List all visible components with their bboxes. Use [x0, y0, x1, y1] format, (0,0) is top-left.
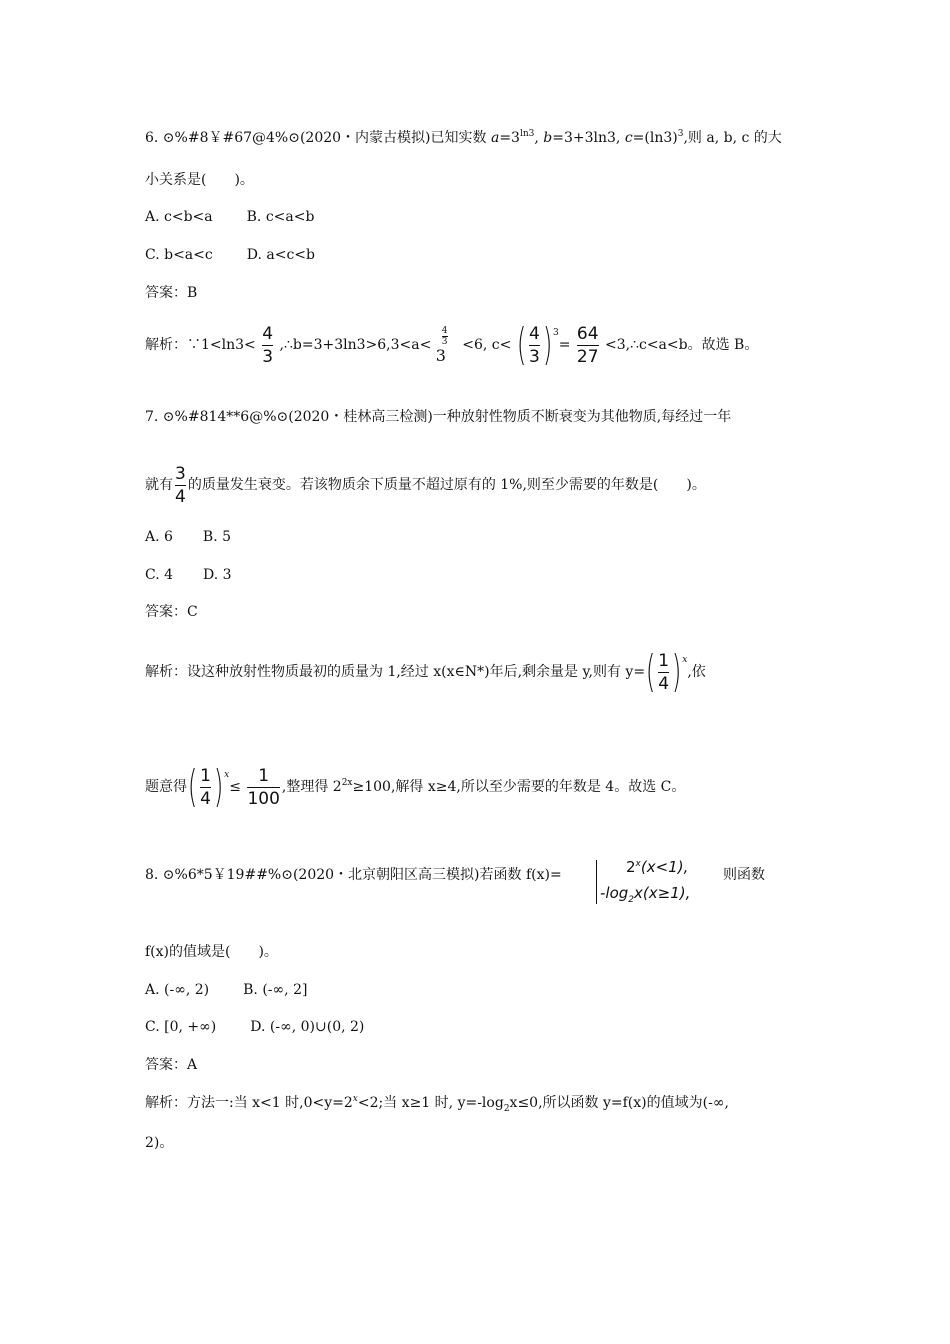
q7-options-ab [145, 527, 231, 547]
q8-stem-tail: 则函数 [723, 867, 765, 883]
fraction-bar [577, 345, 599, 346]
q8-option-c: C. [0, +∞) [145, 1019, 217, 1035]
q7-analysis-part3: 题意得 [145, 779, 187, 795]
fraction-3-4 [175, 464, 186, 507]
right-paren: ) [671, 646, 682, 697]
piecewise-function [596, 858, 796, 908]
fraction-4-3 [262, 324, 273, 367]
fraction-numerator: 4 [528, 323, 540, 344]
q6-eq-a: =3 [499, 130, 520, 146]
fraction-numerator: 1 [200, 765, 211, 786]
fraction-bar [529, 345, 540, 346]
q8-stem-line2: f(x)的值域是( )。 [145, 944, 278, 960]
q7-analysis-part2: ,依 [687, 664, 706, 680]
fraction-1-4-b [200, 766, 211, 809]
fraction-denominator: 27 [576, 346, 599, 367]
small-denominator: 3 [441, 337, 448, 347]
q7-analysis-part1: 解析：设这种放射性物质最初的质量为 1,经过 x(x∈N*)年后,剩余量是 y,则有 y= [145, 664, 646, 680]
q8-options-ab [145, 980, 307, 1000]
power-3-4-3 [435, 326, 458, 365]
exp-x: x [352, 1094, 358, 1104]
q6-answer: 答案：B [145, 285, 198, 301]
exp-3: 3 [677, 129, 684, 139]
q7-options-cd [145, 565, 232, 585]
fraction-bar [658, 672, 669, 673]
left-paren: ( [187, 761, 198, 812]
q8-analysis-part3: x≤0,所以函数 y=f(x)的值域为(-∞, [509, 1095, 729, 1111]
small-fraction [442, 326, 448, 347]
q7-stem-line1: 7. ⊙%#814**6@%⊙(2020・桂林高三检测)一种放射性物质不断衰变为其他物质,每经过一年 [145, 409, 732, 425]
fraction-numerator: 3 [175, 463, 186, 484]
var-a: a [490, 130, 500, 146]
q7-option-d: D. 3 [203, 567, 232, 583]
fraction-numerator: 1 [258, 765, 270, 786]
q6-analysis-part3: <6, c< [462, 337, 512, 353]
fraction-bar [262, 345, 273, 346]
q7-option-b: B. 5 [202, 529, 232, 545]
fraction-bar [175, 485, 186, 486]
leq-sign: ≤ [229, 779, 241, 795]
case1-cond: (x<1), [640, 858, 689, 876]
q6-option-c: C. b<a<c [145, 247, 213, 263]
q7-option-c: C. 4 [145, 567, 174, 583]
fraction-denominator: 4 [200, 788, 211, 809]
var-b: b [543, 130, 553, 146]
q6-option-a: A. c<b<a [145, 209, 213, 225]
fraction-64-27 [577, 324, 599, 367]
q6-analysis-part4: <3,∴c<a<b。故选 B。 [604, 337, 759, 353]
q6-stem-tail: ,则 a, b, c 的大 [683, 130, 782, 146]
case2-log: -log [600, 884, 629, 902]
fraction-numerator: 1 [658, 650, 670, 671]
fraction-numerator: 4 [262, 323, 274, 344]
exp-x: x [224, 770, 230, 780]
q8-answer: 答案：A [145, 1057, 198, 1073]
fraction-denominator: 3 [528, 346, 540, 367]
q6-options-cd [145, 245, 315, 265]
q8-option-b: B. (-∞, 2] [243, 982, 308, 998]
fraction-denominator: 100 [247, 788, 280, 809]
q7-stem-part1: 就有 [145, 477, 173, 493]
q6-analysis-part2: ,∴b=3+3ln3>6,3<a< [279, 337, 432, 353]
fraction-4-3-b [529, 324, 540, 367]
q8-analysis-part2: <2;当 x≥1 时, y=-log [357, 1095, 504, 1111]
right-paren: ) [213, 761, 224, 812]
q7-option-a: A. 6 [145, 529, 173, 545]
q7-analysis-part4: ,整理得 2 [281, 779, 342, 795]
case2-sub: 2 [628, 895, 635, 905]
right-paren: ) [542, 319, 553, 370]
base-3: 3 [435, 346, 446, 365]
q8-stem-line1 [145, 865, 562, 885]
q6-sep: , [534, 130, 544, 146]
piecewise-case-1 [626, 858, 688, 876]
left-paren: ( [645, 646, 656, 697]
equals: = [558, 337, 571, 353]
q7-answer: 答案：C [145, 604, 198, 620]
fraction-bar [200, 787, 211, 788]
fraction-denominator: 3 [262, 346, 274, 367]
q7-analysis-line1 [145, 645, 706, 699]
case1-base: 2 [626, 858, 636, 876]
q8-analysis-line2: 2)。 [145, 1135, 174, 1151]
q7-stem-line2 [145, 458, 706, 512]
q6-eq-c: =(ln3) [632, 130, 678, 146]
fraction-1-4 [658, 651, 669, 694]
exp-x: x [682, 655, 688, 665]
log-base-2: 2 [503, 1103, 510, 1114]
q6-option-b: B. c<a<b [246, 209, 315, 225]
fraction-bar [247, 787, 279, 788]
q6-stem-text: 6. ⊙%#8￥#67@4%⊙(2020・内蒙古模拟)已知实数 [145, 130, 491, 146]
piecewise-case-2 [600, 884, 690, 905]
small-numerator: 4 [441, 326, 448, 336]
exp-2x: 2x [341, 778, 353, 788]
q6-analysis [145, 318, 758, 372]
q8-analysis-part1: 解析：方法一:当 x<1 时,0<y=2 [145, 1095, 353, 1111]
fraction-1-100 [247, 766, 279, 809]
q6-stem-line2: 小关系是( )。 [145, 172, 254, 188]
q8-stem-text: 8. ⊙%6*5￥19##%⊙(2020・北京朝阳区高三模拟)若函数 f(x)= [145, 867, 562, 883]
fraction-denominator: 4 [175, 486, 186, 507]
fraction-numerator: 64 [576, 323, 599, 344]
q8-analysis-line1 [145, 1093, 729, 1119]
q6-stem-line1 [145, 128, 782, 148]
fraction-denominator: 4 [658, 673, 670, 694]
q6-options-ab [145, 207, 314, 227]
q6-eq-b: =3+3ln3, [552, 130, 625, 146]
q8-option-d: D. (-∞, 0)∪(0, 2) [250, 1019, 365, 1035]
exp-cube: 3 [552, 328, 559, 338]
var-c: c [624, 130, 633, 146]
exp-ln3: ln3 [519, 129, 535, 139]
q7-analysis-part5: ≥100,解得 x≥4,所以至少需要的年数是 4。故选 C。 [352, 779, 686, 795]
q6-option-d: D. a<c<b [246, 247, 315, 263]
q6-analysis-part1: 解析：∵1<ln3< [145, 337, 256, 353]
q7-analysis-line2 [145, 760, 685, 814]
case2-cond: x(x≥1), [634, 884, 691, 902]
q8-options-cd [145, 1017, 364, 1037]
left-paren: ( [516, 319, 527, 370]
case1-exp: x [635, 859, 641, 869]
q8-option-a: A. (-∞, 2) [145, 982, 210, 998]
q7-stem-part2: 的质量发生衰变。若该物质余下质量不超过原有的 1%,则至少需要的年数是( )。 [187, 477, 706, 493]
